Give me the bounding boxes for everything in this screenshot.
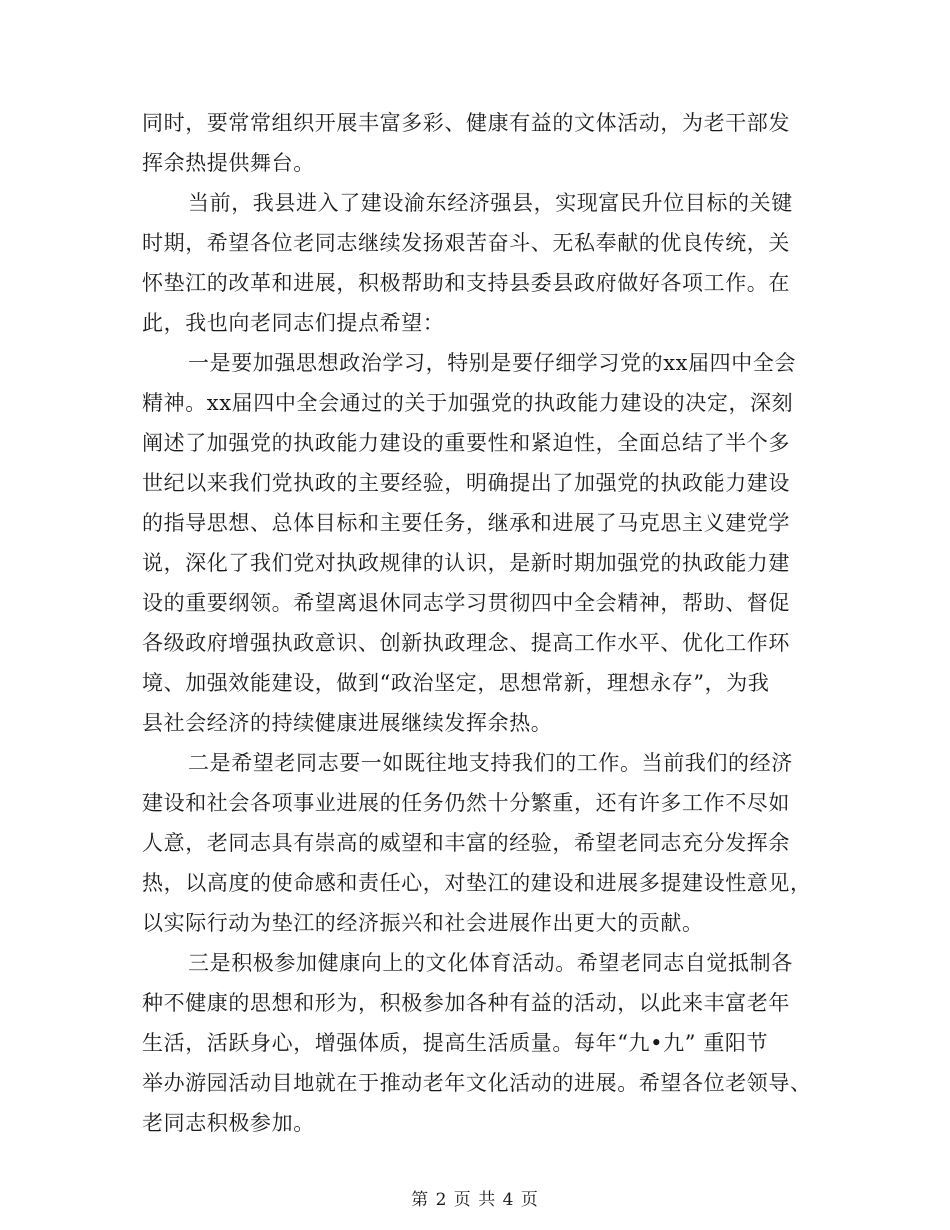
text-line: 举办游园活动目地就在于推动老年文化活动的进展。希望各位老领导、 <box>142 1071 812 1095</box>
text-line: 说，深化了我们党对执政规律的认识，是新时期加强党的执政能力建 <box>142 551 790 575</box>
text-line: 精神。xx届四中全会通过的关于加强党的执政能力建设的决定，深刻 <box>142 391 794 415</box>
text-line: 人意，老同志具有崇高的威望和丰富的经验，希望老同志充分发挥余 <box>142 831 790 855</box>
text-line: 以实际行动为垫江的经济振兴和社会进展作出更大的贡献。 <box>142 911 704 935</box>
paragraph-first-line: 一是要加强思想政治学习，特别是要仔细学习党的xx届四中全会 <box>188 351 797 375</box>
text-line: 的指导思想、总体目标和主要任务，继承和进展了马克思主义建党学 <box>142 511 790 535</box>
text-line: 热，以高度的使命感和责任心，对垫江的建设和进展多提建设性意见， <box>142 871 812 895</box>
text-line: 世纪以来我们党执政的主要经验，明确提出了加强党的执政能力建设 <box>142 471 790 495</box>
text-line: 挥余热提供舞台。 <box>142 151 315 175</box>
text-line: 怀垫江的改革和进展，积极帮助和支持县委县政府做好各项工作。在 <box>142 271 790 295</box>
text-line: 各级政府增强执政意识、创新执政理念、提高工作水平、优化工作环 <box>142 631 790 655</box>
paragraph-first-line: 当前，我县进入了建设渝东经济强县，实现富民升位目标的关键 <box>188 191 793 215</box>
text-line: 此，我也向老同志们提点希望： <box>142 311 445 335</box>
paragraph-first-line: 三是积极参加健康向上的文化体育活动。希望老同志自觉抵制各 <box>188 951 793 975</box>
text-line: 同时，要常常组织开展丰富多彩、健康有益的文体活动，为老干部发 <box>142 111 790 135</box>
text-line: 生活，活跃身心，增强体质，提高生活质量。每年“九•九” 重阳节 <box>142 1031 769 1055</box>
paragraph-first-line: 二是希望老同志要一如既往地支持我们的工作。当前我们的经济 <box>188 751 793 775</box>
text-line: 种不健康的思想和形为，积极参加各种有益的活动，以此来丰富老年 <box>142 991 790 1015</box>
text-line: 设的重要纲领。希望离退休同志学习贯彻四中全会精神，帮助、督促 <box>142 591 790 615</box>
page-number-footer: 第 2 页 共 4 页 <box>411 1190 539 1210</box>
text-line: 阐述了加强党的执政能力建设的重要性和紧迫性，全面总结了半个多 <box>142 431 790 455</box>
text-line: 老同志积极参加。 <box>142 1111 315 1135</box>
text-line: 县社会经济的持续健康进展继续发挥余热。 <box>142 711 553 735</box>
text-line: 建设和社会各项事业进展的任务仍然十分繁重，还有许多工作不尽如 <box>142 791 790 815</box>
text-line: 境、加强效能建设，做到“政治坚定，思想常新，理想永存”，为我 <box>142 671 770 695</box>
text-line: 时期，希望各位老同志继续发扬艰苦奋斗、无私奉献的优良传统，关 <box>142 231 790 255</box>
